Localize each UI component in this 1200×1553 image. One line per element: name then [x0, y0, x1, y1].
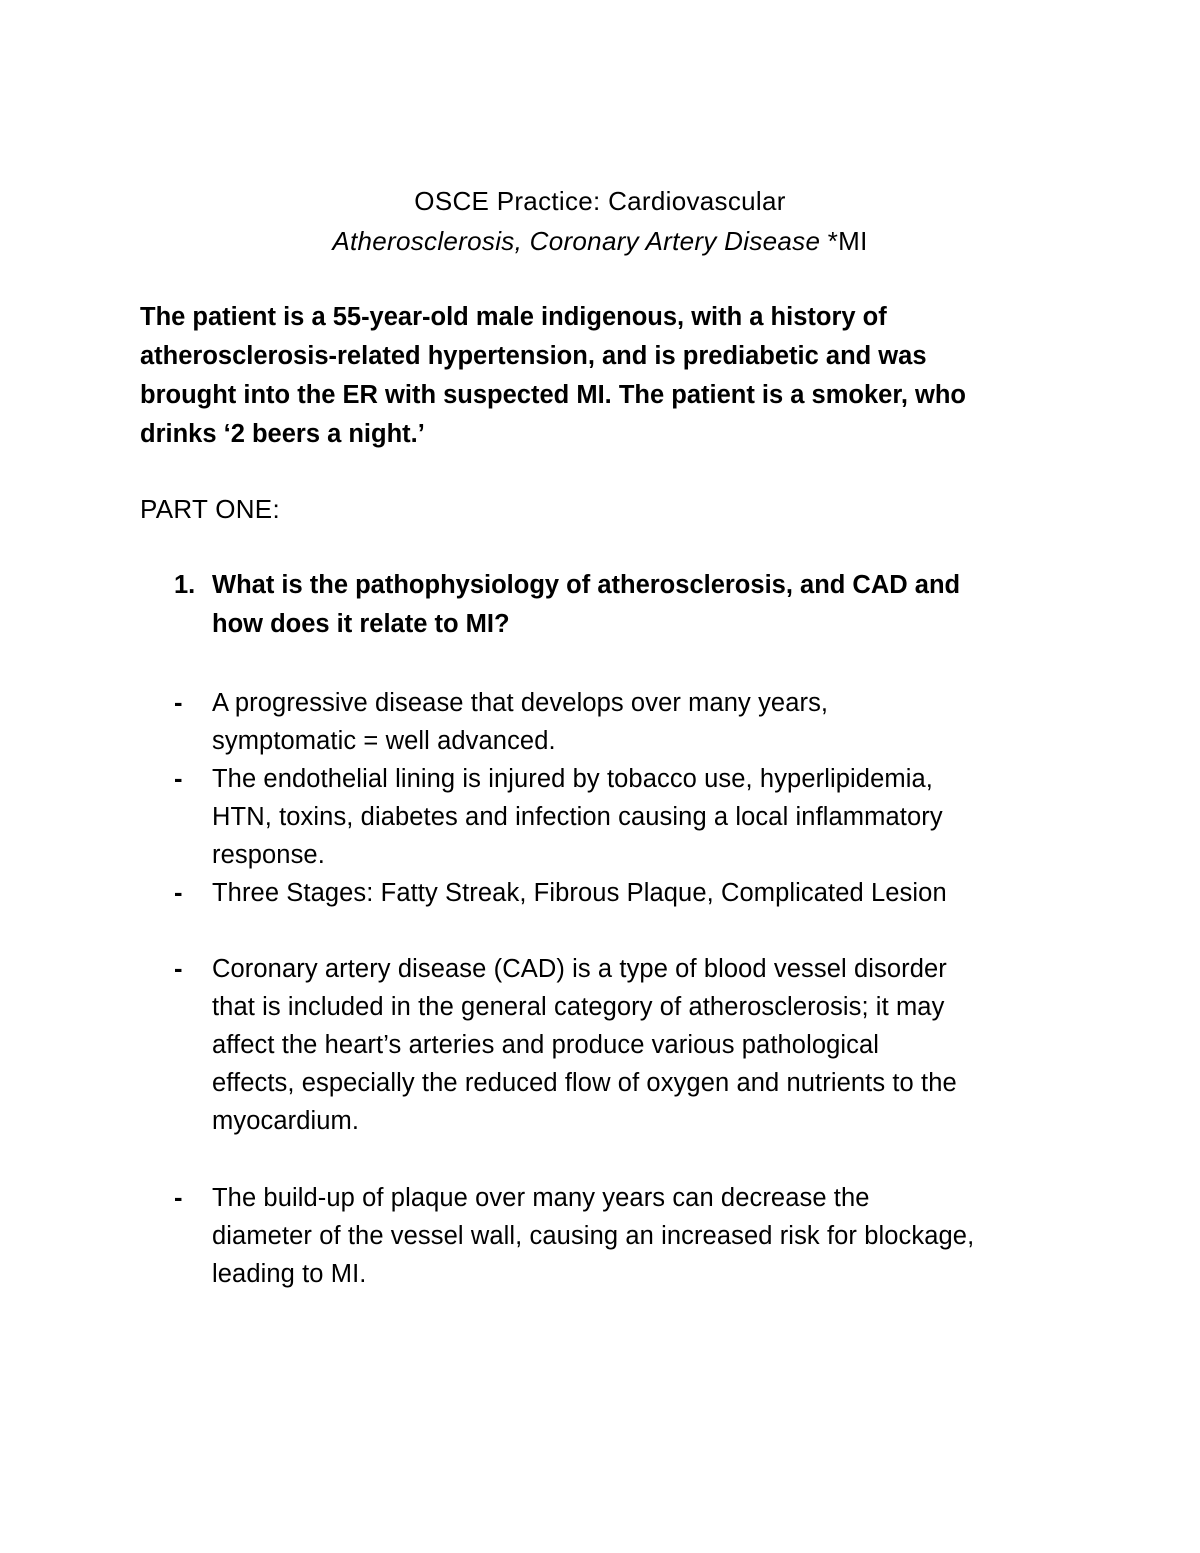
- question-text: [212, 566, 1054, 644]
- bullet-line: response.: [212, 841, 325, 869]
- intro-line: brought into the ER with suspected MI. The patient is a smoker, who: [140, 381, 966, 409]
- subtitle-mi-text: *MI: [820, 226, 868, 256]
- bullet-line: symptomatic = well advanced.: [212, 727, 556, 755]
- bullet-dash: -: [174, 955, 183, 983]
- bullet-line: that is included in the general category of atherosclerosis; it may: [212, 993, 945, 1021]
- bullet-item: [174, 1179, 1074, 1293]
- bullet-line: leading to MI.: [212, 1260, 367, 1288]
- bullet-line: effects, especially the reduced flow of oxygen and nutrients to the: [212, 1069, 957, 1097]
- bullet-text: [212, 1179, 1074, 1293]
- intro-line: atherosclerosis-related hypertension, and is prediabetic and was: [140, 342, 927, 370]
- question-line: What is the pathophysiology of atherosclerosis, and CAD and: [212, 571, 961, 599]
- bullet-item: [174, 684, 1074, 760]
- document-subtitle: [0, 222, 1200, 260]
- subtitle-italic-text: Atherosclerosis, Coronary Artery Disease: [332, 226, 821, 256]
- bullet-text: [212, 760, 1074, 874]
- bullet-dash: -: [174, 879, 183, 907]
- bullet-text: [212, 874, 1074, 912]
- patient-case-intro: [140, 298, 1060, 454]
- bullet-item: [174, 874, 1074, 912]
- bullet-line: diameter of the vessel wall, causing an increased risk for blockage,: [212, 1222, 975, 1250]
- bullet-line: A progressive disease that develops over many years,: [212, 689, 829, 717]
- bullet-line: affect the heart’s arteries and produce various pathological: [212, 1031, 880, 1059]
- question-line: how does it relate to MI?: [212, 610, 510, 638]
- bullet-item: [174, 950, 1074, 1140]
- bullet-item: [174, 760, 1074, 874]
- bullet-line: The endothelial lining is injured by tobacco use, hyperlipidemia,: [212, 765, 933, 793]
- bullet-line: HTN, toxins, diabetes and infection causing a local inflammatory: [212, 803, 943, 831]
- question-1: [174, 566, 1054, 644]
- bullet-line: Coronary artery disease (CAD) is a type of blood vessel disorder: [212, 955, 947, 983]
- bullet-text: [212, 950, 1074, 1140]
- bullet-text: [212, 684, 1074, 760]
- question-number: 1.: [174, 571, 196, 599]
- bullet-line: The build-up of plaque over many years can decrease the: [212, 1184, 870, 1212]
- bullet-dash: -: [174, 765, 183, 793]
- document-title: OSCE Practice: Cardiovascular: [414, 186, 786, 216]
- bullet-dash: -: [174, 689, 183, 717]
- part-one-heading: PART ONE:: [140, 494, 280, 524]
- intro-line: drinks ‘2 beers a night.’: [140, 420, 425, 448]
- intro-line: The patient is a 55-year-old male indigenous, with a history of: [140, 303, 887, 331]
- bullet-line: Three Stages: Fatty Streak, Fibrous Plaque, Complicated Lesion: [212, 879, 947, 907]
- bullet-line: myocardium.: [212, 1107, 360, 1135]
- bullet-dash: -: [174, 1184, 183, 1212]
